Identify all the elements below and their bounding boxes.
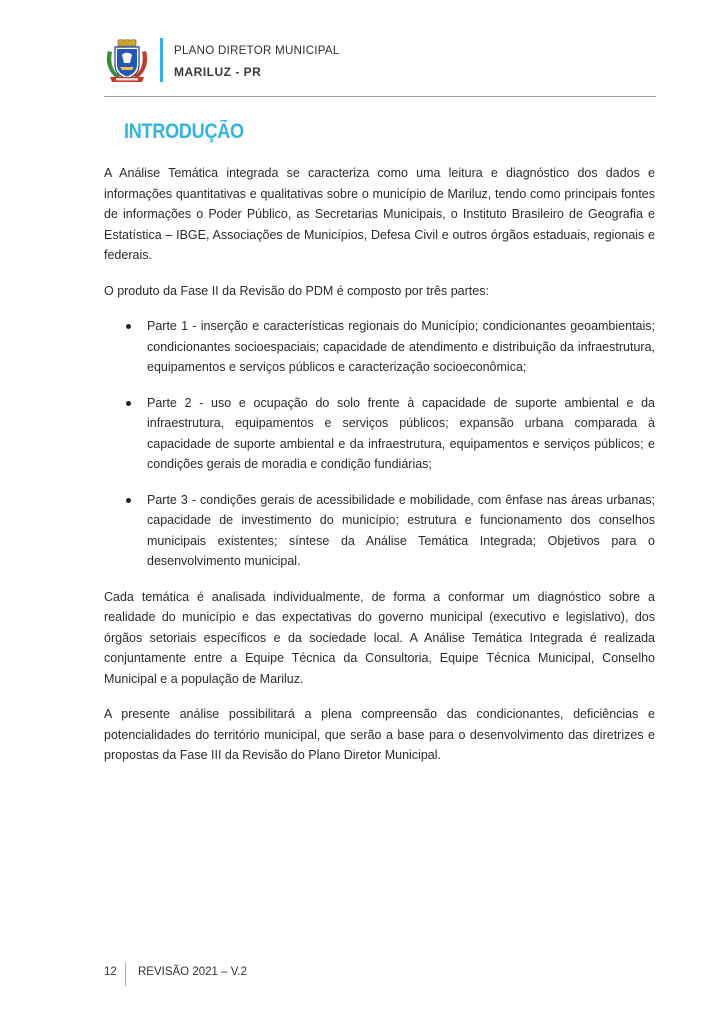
parts-list: [104, 316, 655, 572]
list-item-text: Parte 3 - condições gerais de acessibilidade e mobilidade, com ênfase nas áreas urbanas; capacidade de investimento do município; estrutura e funcionamento dos conselhos municipais existentes; síntese da Análise Temática Integrada; Objetivos para o desenvolvimento municipal.: [147, 492, 655, 568]
section-heading: INTRODUÇÃO: [124, 120, 244, 143]
revision-label: REVISÃO 2021 – V.2: [138, 966, 247, 978]
list-item-part-2: [104, 393, 655, 475]
document-title: PLANO DIRETOR MUNICIPAL: [174, 45, 340, 57]
paragraph-intro: A Análise Temática integrada se caracteriza como uma leitura e diagnóstico dos dados e informações quantitativas e qualitativas sobre o município de Mariluz, tendo como principais fontes de informações o Poder Público, as Secretarias Municipais, o Instituto Brasileiro de Geografia e Estatística – IBGE, Associações de Municípios, Defesa Civil e outros órgãos estaduais, regionais e federais.: [104, 166, 655, 262]
page-header: [104, 36, 656, 98]
footer-separator: [125, 962, 126, 986]
bullet-icon: [126, 401, 131, 406]
municipality-name: MARILUZ - PR: [174, 65, 262, 79]
list-item-part-3: [104, 490, 655, 572]
coat-of-arms-icon: [104, 39, 150, 83]
list-item-text: Parte 2 - uso e ocupação do solo frente à capacidade de suporte ambiental e da infraestrutura, equipamentos e serviços públicos; expansão urbana comparada à capacidade de suporte ambiental e da infraestrutura, equipamentos e serviços públicos; e condições gerais de moradia e condição fundiárias;: [147, 395, 655, 471]
main-content: [104, 163, 655, 766]
paragraph-conclusion: A presente análise possibilitará a plena compreensão das condicionantes, deficiências e potencialidades do território municipal, que serão a base para o desenvolvimento das diretrizes e propostas da Fase III da Revisão do Plano Diretor Municipal.: [104, 707, 655, 762]
header-divider: [104, 96, 656, 97]
bullet-icon: [126, 324, 131, 329]
list-item-part-1: [104, 316, 655, 378]
paragraph-thematic-analysis: Cada temática é analisada individualmente, de forma a conformar um diagnóstico sobre a realidade do município e das expectativas do governo municipal (executivo e legislativo), dos órgãos setoriais específicos e da sociedade local. A Análise Temática Integrada é realizada conjuntamente entre a Equipe Técnica da Consultoria, Equipe Técnica Municipal, Conselho Municipal e a população de Mariluz.: [104, 589, 655, 686]
page-number: 12: [104, 966, 117, 978]
bullet-icon: [126, 498, 131, 503]
header-accent-bar: [160, 38, 163, 82]
paragraph-composition: O produto da Fase II da Revisão do PDM é composto por três partes:: [104, 283, 489, 298]
list-item-text: Parte 1 - inserção e características regionais do Município; condicionantes geoambientais; condicionantes socioespaciais; capacidade de atendimento e distribuição da infraestrutura, equipamentos e serviços públicos e caracterização socioeconômica;: [147, 319, 655, 374]
